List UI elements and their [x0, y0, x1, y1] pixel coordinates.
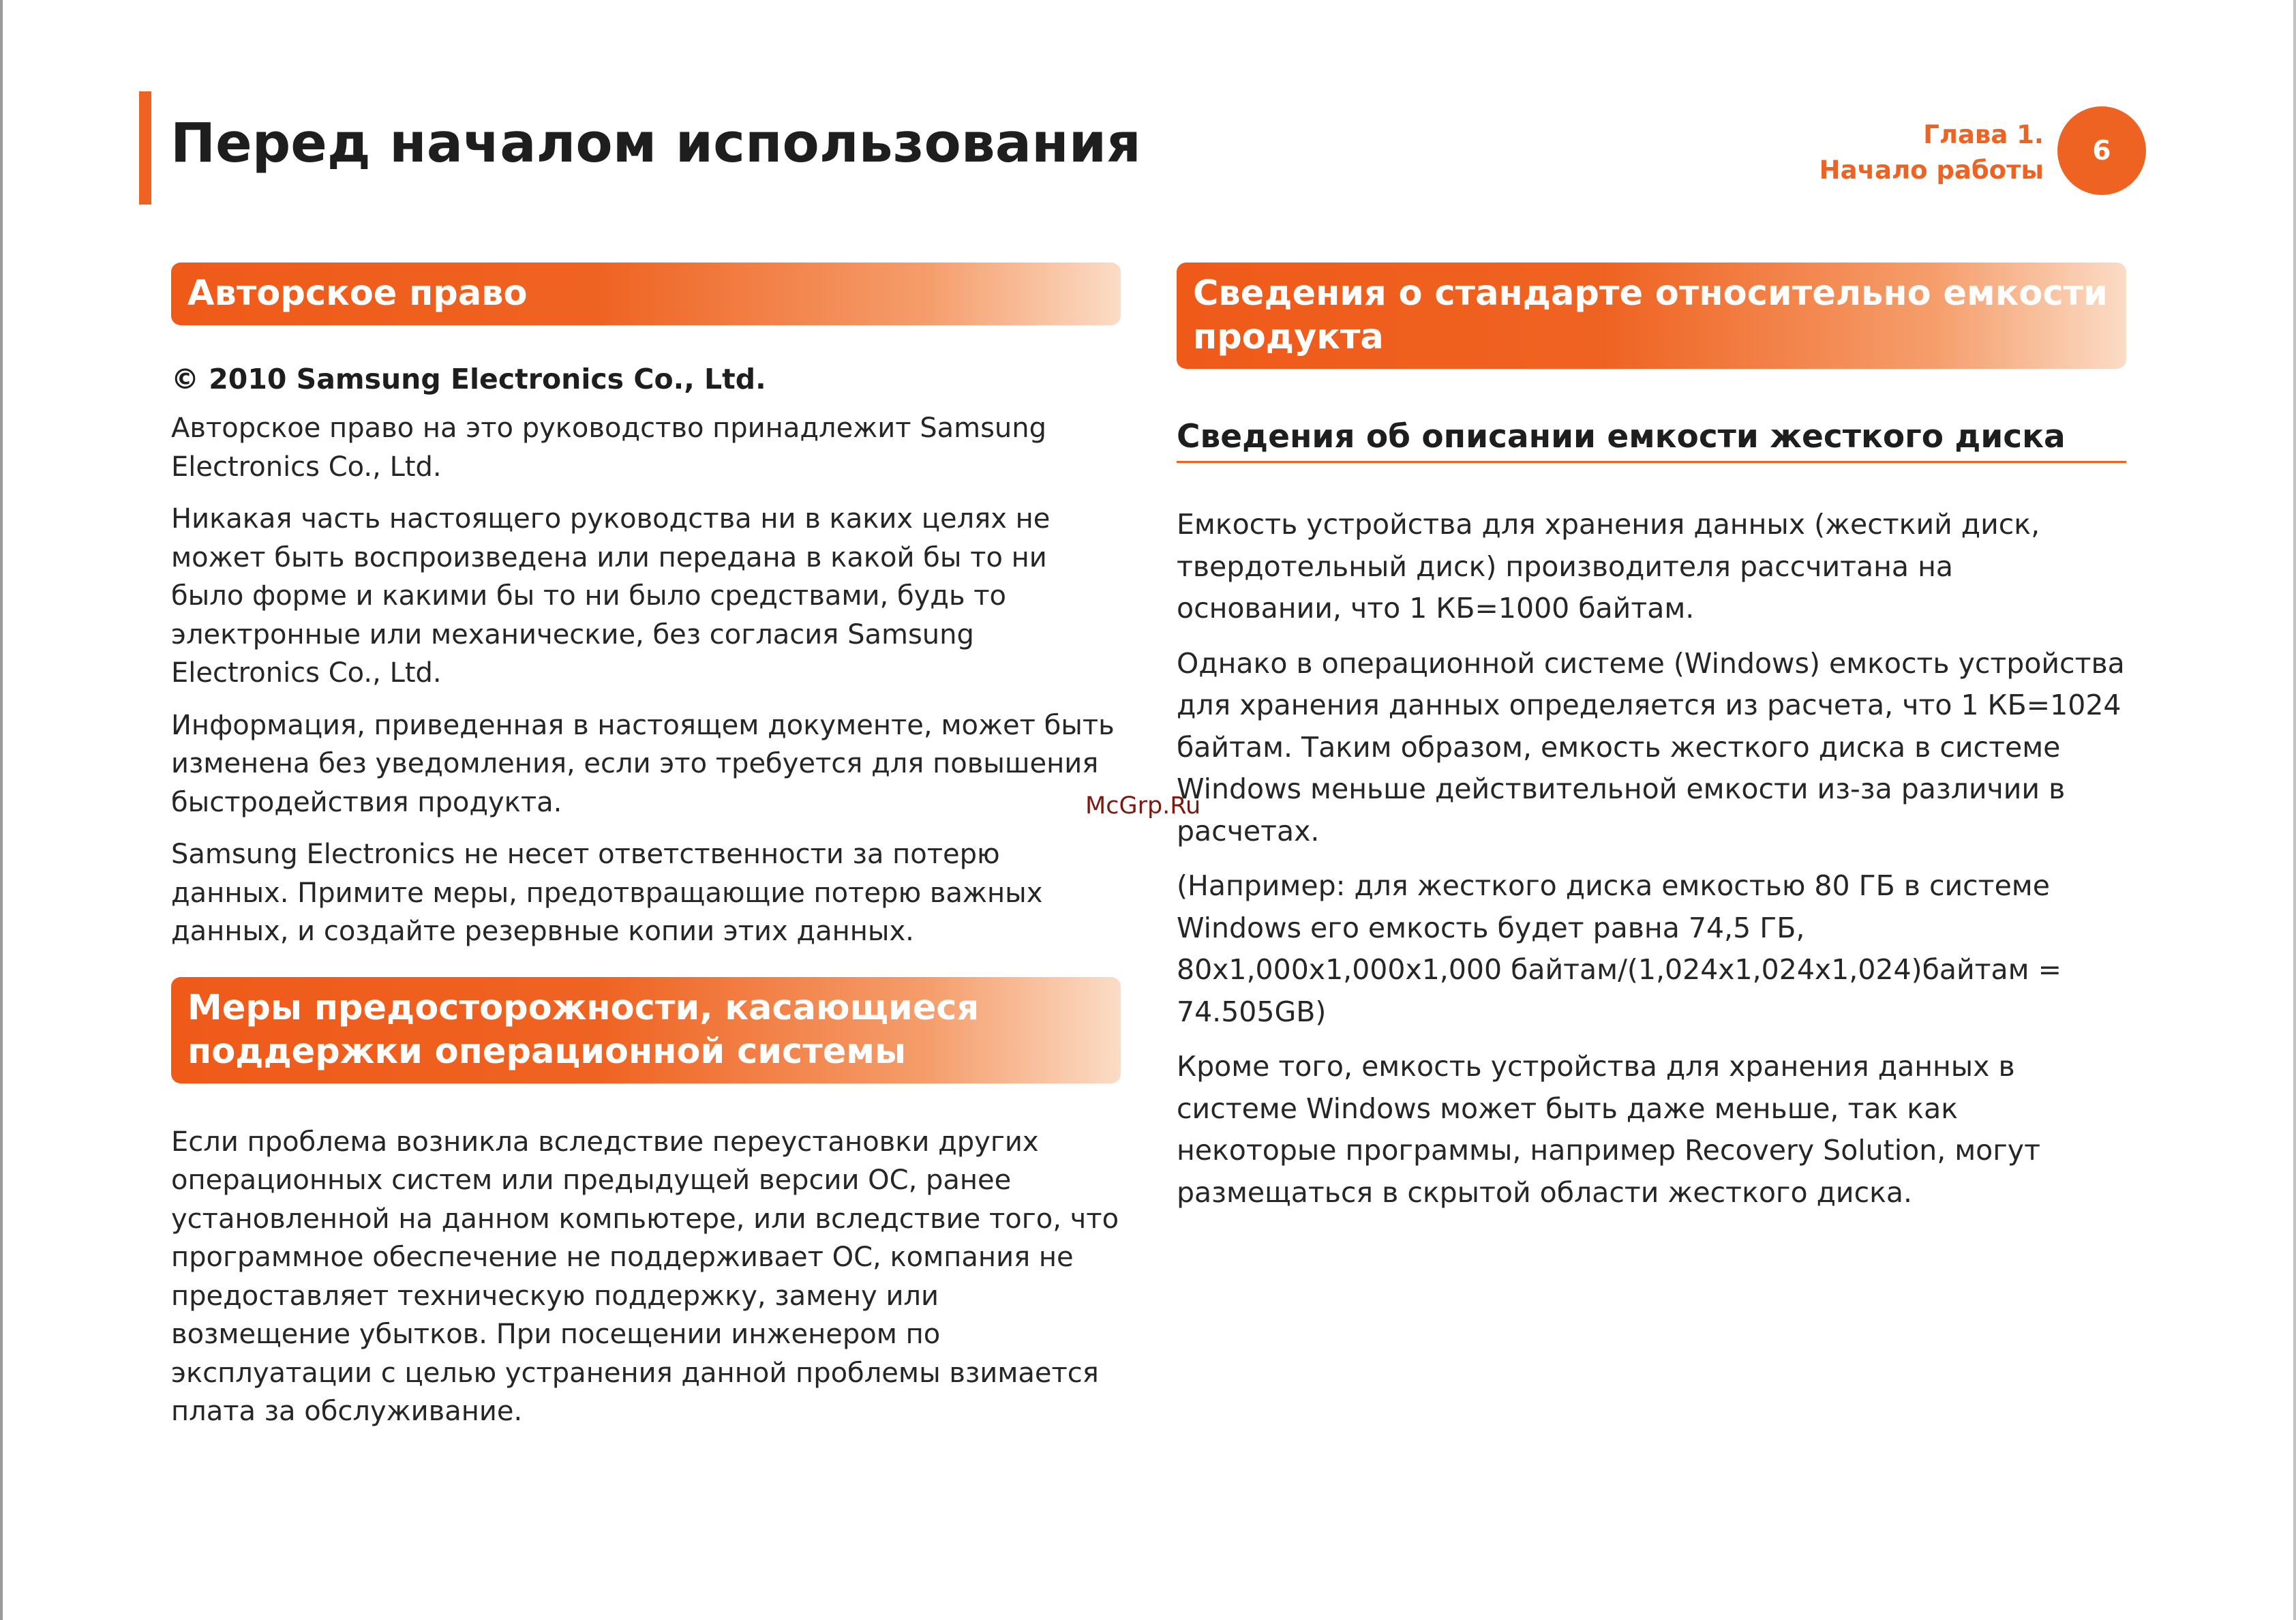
- paragraph: Однако в операционной системе (Windows) емкость устройства для хранения данных определяется из расчета, что 1 КБ=1024 байтам. Таким образом, емкость жесткого диска в системе Windows меньше действительной емкости из-за различии в расчетах.: [1177, 646, 2125, 847]
- chapter-title: Начало работы: [1819, 155, 2044, 185]
- chapter-label: [1819, 117, 2044, 188]
- paragraph: (Например: для жесткого диска емкостью 80 ГБ в системе Windows его емкость будет равна 74,5 ГБ, 80x1,000x1,000x1,000 байтам/(1,024x1,024x1,024)байтам = 74.505GB): [1177, 869, 2061, 1028]
- paragraph: Кроме того, емкость устройства для хранения данных в системе Windows может быть даже меньше, так как некоторые программы, например Recovery Solution, могут размещаться в скрытой области жесткого диска.: [1177, 1050, 2040, 1209]
- paragraph: Samsung Electronics не несет ответственности за потерю данных. Примите меры, предотвращающие потерю важных данных, и создайте резервные копии этих данных.: [171, 839, 1043, 947]
- page-edge-right: [2293, 0, 2296, 1620]
- section-heading-os-support: Меры предосторожности, касающиеся поддержки операционной системы: [171, 977, 1121, 1083]
- copyright-notice: © 2010 Samsung Electronics Co., Ltd.: [171, 363, 766, 395]
- page-edge-left: [0, 0, 3, 1620]
- paragraph: Информация, приведенная в настоящем документе, может быть изменена без уведомления, если это требуется для повышения быстродействия продукта.: [171, 709, 1115, 818]
- left-column: [171, 262, 1121, 1445]
- paragraph: Если проблема возникла вследствие переустановки других операционных систем или предыдущей версии ОС, ранее установленной на данном компьютере, или вследствие того, что программное обеспечение не поддерживает ОС, компания не предоставляет техническую поддержку, замену или возмещение убытков. При посещении инженером по эксплуатации с целью устранения данной проблемы взимается плата за обслуживание.: [171, 1126, 1119, 1427]
- section-heading-copyright: Авторское право: [171, 262, 1121, 325]
- section-heading-capacity: Сведения о стандарте относительно емкости продукта: [1177, 262, 2126, 369]
- paragraph: Емкость устройства для хранения данных (жесткий диск, твердотельный диск) производителя рассчитана на основании, что 1 КБ=1000 байтам.: [1177, 508, 2040, 625]
- chapter-number: Глава 1.: [1923, 120, 2044, 149]
- page-number-badge: 6: [2057, 106, 2146, 195]
- watermark: McGrp.Ru: [1085, 792, 1201, 820]
- page-title: Перед началом использования: [170, 112, 1141, 175]
- paragraph: Авторское право на это руководство принадлежит Samsung Electronics Co., Ltd.: [171, 412, 1047, 483]
- title-accent-bar: [139, 91, 151, 205]
- right-column: [1177, 262, 2126, 1227]
- paragraph: Никакая часть настоящего руководства ни в каких целях не может быть воспроизведена или передана в какой бы то ни было форме и какими бы то ни было средствами, будь то электронные или механические, без согласия Samsung Electronics Co., Ltd.: [171, 503, 1051, 689]
- subheading-hdd-capacity: Сведения об описании емкости жесткого диска: [1177, 418, 2126, 463]
